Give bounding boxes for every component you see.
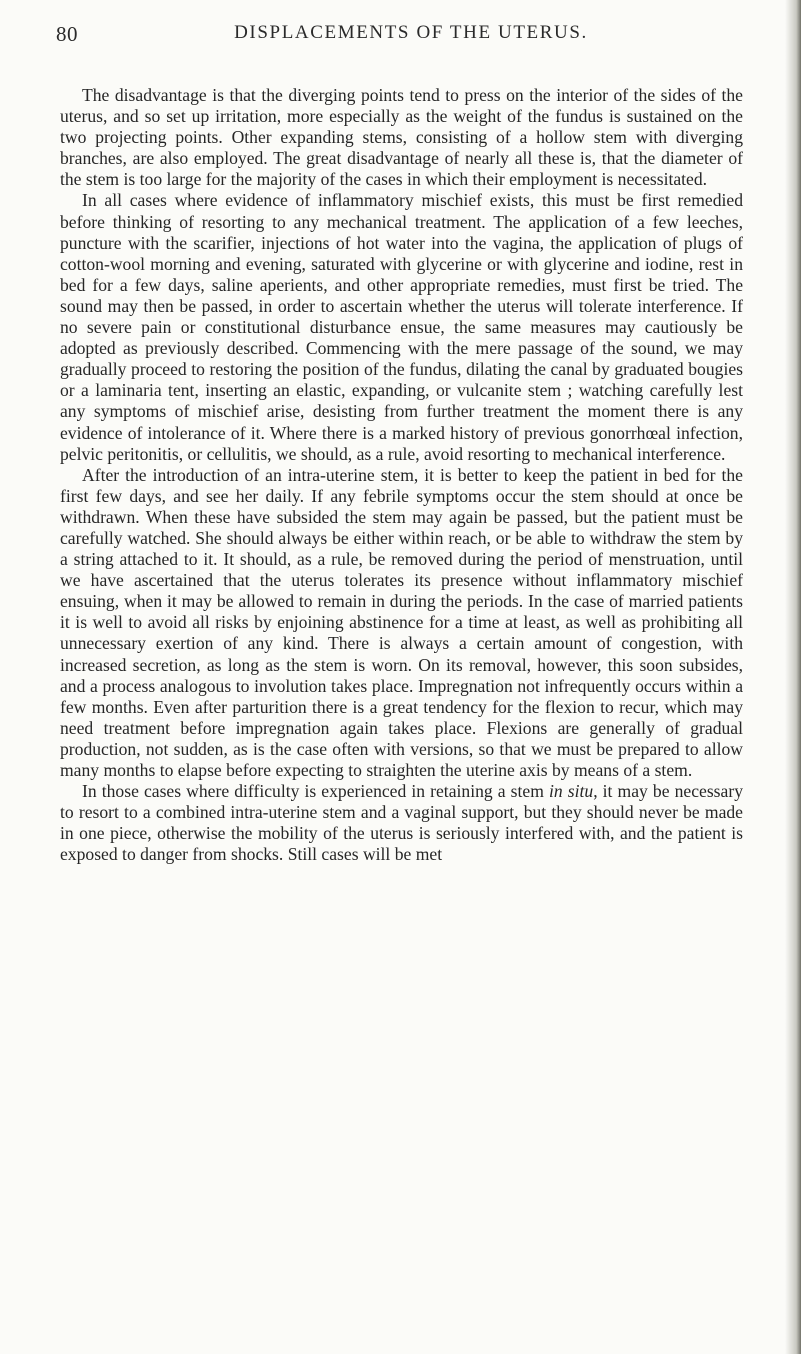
body-text	[60, 85, 743, 865]
page-header	[46, 22, 746, 52]
paragraph-3: After the introduction of an intra-uterine stem, it is better to keep the patient in bed for the first few days, and see her daily. If any febrile symptoms occur the stem should at once be withdrawn. When these have subsided the stem may again be passed, but the patient must be carefully watched. She should always be either within reach, or be able to withdraw the stem by a string attached to it. It should, as a rule, be removed during the period of menstruation, until we have ascertained that the uterus tolerates its presence without inflammatory mischief ensuing, when it may be allowed to remain in during the periods. In the case of married patients it is well to avoid all risks by enjoining abstinence for a time at least, as well as prohibiting all unnecessary exertion of any kind. There is always a certain amount of congestion, with increased secretion, as long as the stem is worn. On its removal, however, this soon subsides, and a process analogous to involution takes place. Impregnation not infrequently occurs within a few months. Even after parturition there is a great tendency for the flexion to recur, which may need treatment before impregnation again takes place. Flexions are generally of gradual production, not sudden, as is the case often with versions, so that we must be prepared to allow many months to elapse before expecting to straighten the uterine axis by means of a stem.	[60, 464, 743, 780]
paragraph-4-end: , it may be necessary to resort to a combined intra-uterine stem and a vaginal support, but they should never be made in one piece, otherwise the mobility of the uterus is seriously interfered with, and the patient is exposed to danger from shocks. Still cases will be met	[60, 781, 743, 865]
page-number: 80	[56, 22, 78, 46]
italic-phrase: in situ	[548, 781, 594, 802]
paragraph-1: The disadvantage is that the diverging points tend to press on the interior of the sides of the uterus, and so set up irritation, more especially as the weight of the fundus is sustained on the two projecting points. Other expanding stems, consisting of a hollow stem with diverging branches, are also employed. The great disadvantage of nearly all these is, that the diameter of the stem is too large for the majority of the cases in which their employment is necessitated.	[60, 85, 743, 190]
page-edge-shadow	[785, 0, 801, 1354]
paragraph-4	[60, 781, 743, 865]
paragraph-4-start: In those cases where difficulty is experienced in retaining a stem	[82, 781, 549, 802]
running-title: DISPLACEMENTS OF THE UTERUS.	[234, 22, 588, 43]
paragraph-2: In all cases where evidence of inflammatory mischief exists, this must be first remedied before thinking of resorting to any mechanical treatment. The application of a few leeches, puncture with the scarifier, injections of hot water into the vagina, the application of plugs of cotton-wool morning and evening, saturated with glycerine or with glycerine and iodine, rest in bed for a few days, saline aperients, and other appropriate remedies, must first be tried. The sound may then be passed, in order to ascertain whether the uterus will tolerate interference. If no severe pain or constitutional disturbance ensue, the same measures may cautiously be adopted as previously described. Commencing with the mere passage of the sound, we may gradually proceed to restoring the position of the fundus, dilating the canal by graduated bougies or a laminaria tent, inserting an elastic, expanding, or vulcanite stem ; watching carefully lest any symptoms of mischief arise, desisting from further treatment the moment there is any evidence of intolerance of it. Where there is a marked history of previous gonorrhœal infection, pelvic peritonitis, or cellulitis, we should, as a rule, avoid resorting to mechanical interference.	[60, 190, 743, 464]
